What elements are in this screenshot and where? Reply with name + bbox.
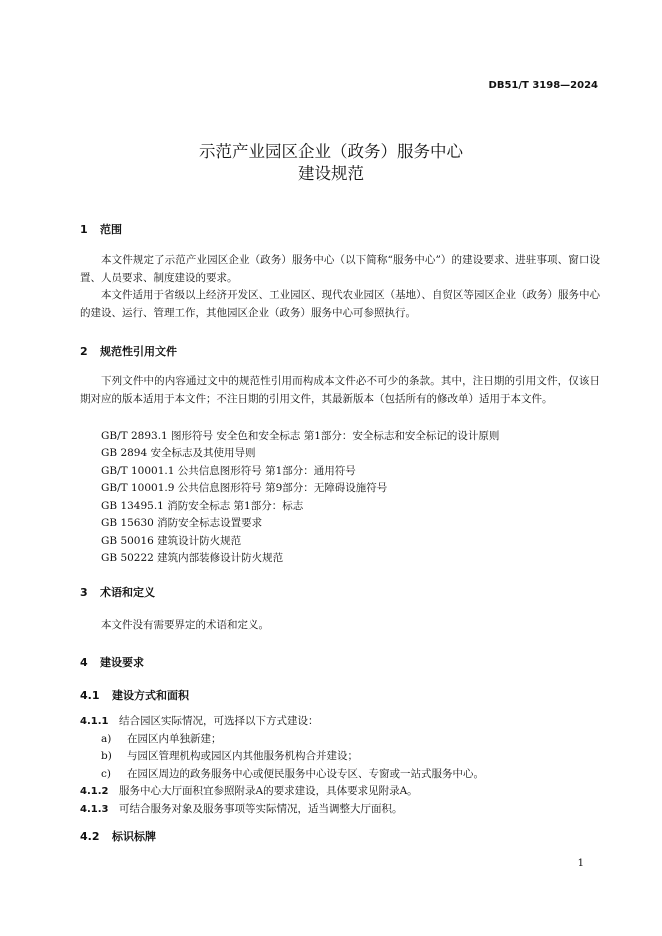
section-1-title: 范围 bbox=[100, 223, 122, 236]
section-4-number: 4 bbox=[80, 656, 88, 669]
reference-item: GB 13495.1 消防安全标志 第1部分：标志 bbox=[101, 500, 304, 512]
section-1-heading bbox=[80, 221, 122, 237]
clause-4-1-1-number: 4.1.1 bbox=[80, 716, 109, 727]
section-4-2-heading bbox=[80, 828, 156, 844]
page-number: 1 bbox=[577, 858, 584, 869]
clause-4-1-2-text: 服务中心大厅面积宜参照附录A的要求建设，具体要求见附录A。 bbox=[119, 785, 418, 797]
reference-item: GB 15630 消防安全标志设置要求 bbox=[101, 517, 263, 529]
section-4-2-number: 4.2 bbox=[80, 830, 100, 843]
clause-4-1-1-text: 结合园区实际情况，可选择以下方式建设： bbox=[119, 715, 319, 727]
clause-4-1-3-text: 可结合服务对象及服务事项等实际情况，适当调整大厅面积。 bbox=[119, 803, 403, 815]
clause-4-1-1 bbox=[80, 713, 319, 728]
section-2-heading bbox=[80, 343, 177, 359]
reference-item: GB 50016 建筑设计防火规范 bbox=[101, 535, 242, 547]
list-item bbox=[101, 731, 222, 746]
section-2-paragraph-1: 下列文件中的内容通过文中的规范性引用而构成本文件必不可少的条款。其中，注日期的引用文件，仅该日期对应的版本适用于本文件；不注日期的引用文件，其最新版本（包括所有的修改单）适用于本文件。 bbox=[80, 375, 600, 405]
reference-item: GB 50222 建筑内部装修设计防火规范 bbox=[101, 552, 284, 564]
list-item bbox=[101, 748, 358, 763]
reference-item: GB/T 10001.9 公共信息图形符号 第9部分：无障碍设施符号 bbox=[101, 482, 388, 494]
section-1-number: 1 bbox=[80, 223, 88, 236]
list-item-label: c) bbox=[101, 768, 111, 780]
section-4-1-heading bbox=[80, 687, 189, 703]
section-4-title: 建设要求 bbox=[100, 656, 144, 669]
section-3-heading bbox=[80, 584, 155, 600]
list-item-label: b) bbox=[101, 750, 112, 762]
document-title-line1: 示范产业园区企业（政务）服务中心 bbox=[199, 142, 463, 161]
section-1-paragraph-2: 本文件适用于省级以上经济开发区、工业园区、现代农业园区（基地）、自贸区等园区企业（政务）服务中心的建设、运行、管理工作，其他园区企业（政务）服务中心可参照执行。 bbox=[80, 289, 600, 319]
clause-4-1-2 bbox=[80, 783, 418, 798]
clause-4-1-3 bbox=[80, 801, 403, 816]
section-3-paragraph-1: 本文件没有需要界定的术语和定义。 bbox=[101, 619, 269, 631]
section-4-heading bbox=[80, 654, 144, 670]
section-4-1-number: 4.1 bbox=[80, 689, 100, 702]
reference-item: GB/T 10001.1 公共信息图形符号 第1部分：通用符号 bbox=[101, 465, 356, 477]
list-item-text: 在园区周边的政务服务中心或便民服务中心设专区、专窗或一站式服务中心。 bbox=[127, 768, 484, 780]
section-4-2-title: 标识标牌 bbox=[112, 830, 156, 843]
reference-item: GB/T 2893.1 图形符号 安全色和安全标志 第1部分：安全标志和安全标记的设计原则 bbox=[101, 430, 500, 442]
clause-4-1-3-number: 4.1.3 bbox=[80, 804, 109, 815]
list-item-text: 与园区管理机构或园区内其他服务机构合并建设； bbox=[127, 750, 358, 762]
section-3-title: 术语和定义 bbox=[100, 586, 155, 599]
section-2-number: 2 bbox=[80, 345, 88, 358]
section-1-paragraph-1: 本文件规定了示范产业园区企业（政务）服务中心（以下简称“服务中心”）的建设要求、进驻事项、窗口设置、人员要求、制度建设的要求。 bbox=[80, 254, 600, 284]
reference-item: GB 2894 安全标志及其使用导则 bbox=[101, 447, 256, 459]
section-3-number: 3 bbox=[80, 586, 88, 599]
list-item bbox=[101, 766, 484, 781]
clause-4-1-2-number: 4.1.2 bbox=[80, 786, 109, 797]
document-title-line2: 建设规范 bbox=[298, 164, 364, 183]
list-item-text: 在园区内单独新建； bbox=[127, 733, 222, 745]
list-item-label: a) bbox=[101, 733, 112, 745]
section-2-title: 规范性引用文件 bbox=[100, 345, 177, 358]
section-4-1-title: 建设方式和面积 bbox=[112, 689, 189, 702]
document-code: DB51/T 3198—2024 bbox=[488, 80, 598, 91]
